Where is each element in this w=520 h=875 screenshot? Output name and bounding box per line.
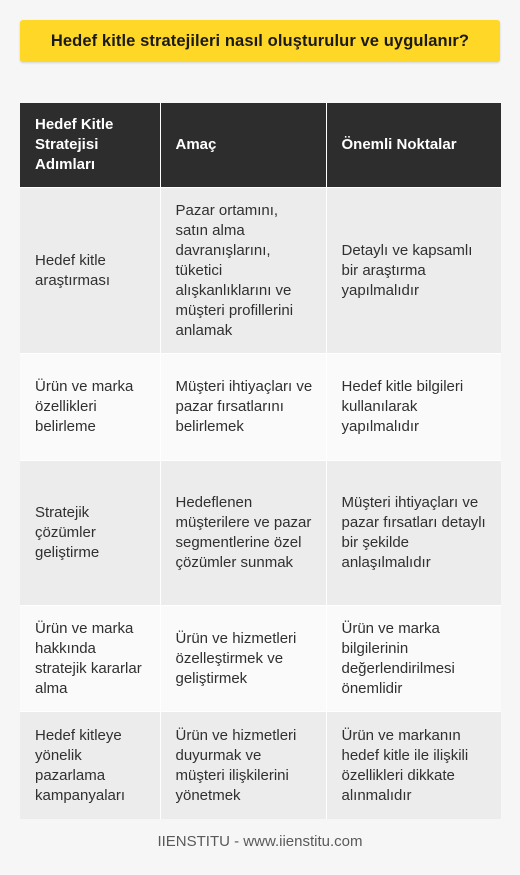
footer-credit: IIENSTITU - www.iienstitu.com xyxy=(157,833,363,850)
table-row xyxy=(20,188,501,354)
table-cell-purpose: Müşteri ihtiyaçları ve pazar fırsatlarını belirlemek xyxy=(160,354,326,461)
table-cell-step: Hedef kitleye yönelik pazarlama kampanyaları xyxy=(20,712,160,820)
table-cell-key-point: Ürün ve marka bilgilerinin değerlendirilmesi önemlidir xyxy=(326,606,501,712)
table-cell-step: Ürün ve marka hakkında stratejik kararlar alma xyxy=(20,606,160,712)
page-title: Hedef kitle stratejileri nasıl oluşturulur ve uygulanır? xyxy=(50,31,470,50)
table-cell-key-point: Ürün ve markanın hedef kitle ile ilişkili özellikleri dikkate alınmalıdır xyxy=(326,712,501,820)
table-cell-step: Stratejik çözümler geliştirme xyxy=(20,461,160,606)
strategy-table-container xyxy=(20,103,501,819)
table-cell-key-point: Hedef kitle bilgileri kullanılarak yapılmalıdır xyxy=(326,354,501,461)
table-row xyxy=(20,354,501,461)
table-cell-step: Hedef kitle araştırması xyxy=(20,188,160,354)
table-cell-purpose: Ürün ve hizmetleri duyurmak ve müşteri ilişkilerini yönetmek xyxy=(160,712,326,820)
column-header-steps: Hedef Kitle Stratejisi Adımları xyxy=(20,103,160,188)
table-cell-purpose: Ürün ve hizmetleri özelleştirmek ve geliştirmek xyxy=(160,606,326,712)
table-row xyxy=(20,606,501,712)
page-title-banner xyxy=(20,20,500,62)
column-header-key-points: Önemli Noktalar xyxy=(326,103,501,188)
table-header-row xyxy=(20,103,501,188)
table-row xyxy=(20,461,501,606)
table-cell-key-point: Müşteri ihtiyaçları ve pazar fırsatları detaylı bir şekilde anlaşılmalıdır xyxy=(326,461,501,606)
table-cell-step: Ürün ve marka özellikleri belirleme xyxy=(20,354,160,461)
column-header-purpose: Amaç xyxy=(160,103,326,188)
table-row xyxy=(20,712,501,820)
strategy-table xyxy=(20,103,501,819)
table-cell-key-point: Detaylı ve kapsamlı bir araştırma yapılmalıdır xyxy=(326,188,501,354)
table-cell-purpose: Hedeflenen müşterilere ve pazar segmentlerine özel çözümler sunmak xyxy=(160,461,326,606)
table-cell-purpose: Pazar ortamını, satın alma davranışlarını, tüketici alışkanlıklarını ve müşteri profillerini anlamak xyxy=(160,188,326,354)
